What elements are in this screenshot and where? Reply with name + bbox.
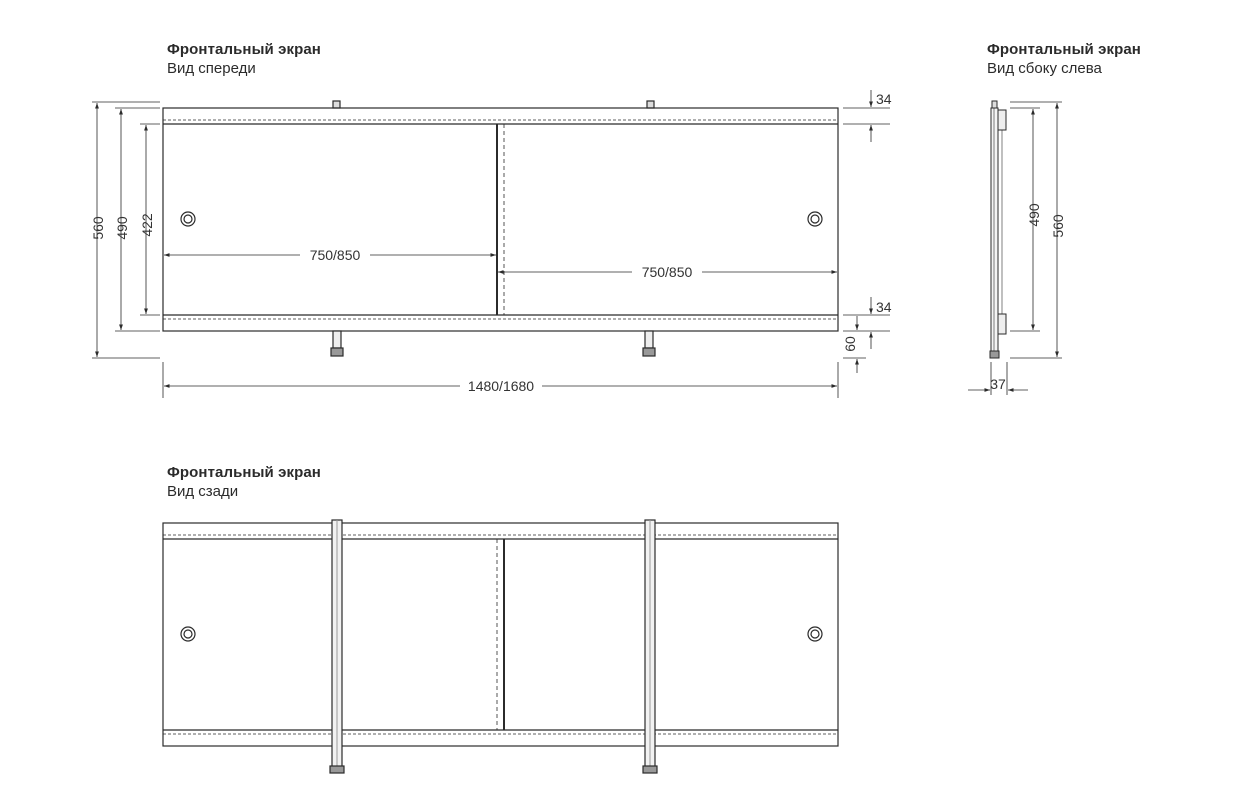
back-handle-right [808,627,822,641]
dim-side-depth: 37 [990,376,1006,392]
handle-left [181,212,195,226]
top-adjuster-right [647,101,654,108]
front-frame [163,108,838,331]
front-view-title: Фронтальный экран [167,41,321,58]
back-view-title: Фронтальный экран [167,464,321,481]
back-view-drawing [163,520,838,773]
front-view-subtitle: Вид спереди [167,60,256,77]
side-leg [990,351,999,358]
leg-left [333,331,341,348]
top-adjuster-left [333,101,340,108]
back-view-subtitle: Вид сзади [167,483,239,500]
side-panel-body [991,108,998,351]
dim-side-490: 490 [1026,203,1042,227]
side-dimensions [968,102,1062,395]
back-handle-left [181,627,195,641]
dim-left-panel-width: 750/850 [309,247,361,263]
front-dimensions [92,90,890,398]
side-view-drawing [990,101,1006,358]
front-view-drawing [163,101,838,356]
side-top-adjuster [992,101,997,108]
leg-right [645,331,653,348]
back-frame [163,523,838,746]
side-view-title: Фронтальный экран [987,41,1141,58]
dim-total-length: 1480/1680 [467,378,535,394]
dim-right-panel-width: 750/850 [641,264,693,280]
dim-leg-height: 60 [842,336,858,352]
side-view-subtitle: Вид сбоку слева [987,60,1102,77]
dim-bottom-rail: 34 [876,299,892,315]
dim-front-490: 490 [114,216,130,240]
handle-right [808,212,822,226]
dim-front-560: 560 [90,216,106,240]
dim-side-560: 560 [1050,214,1066,238]
dim-top-rail: 34 [876,91,892,107]
dim-front-422: 422 [139,213,155,237]
